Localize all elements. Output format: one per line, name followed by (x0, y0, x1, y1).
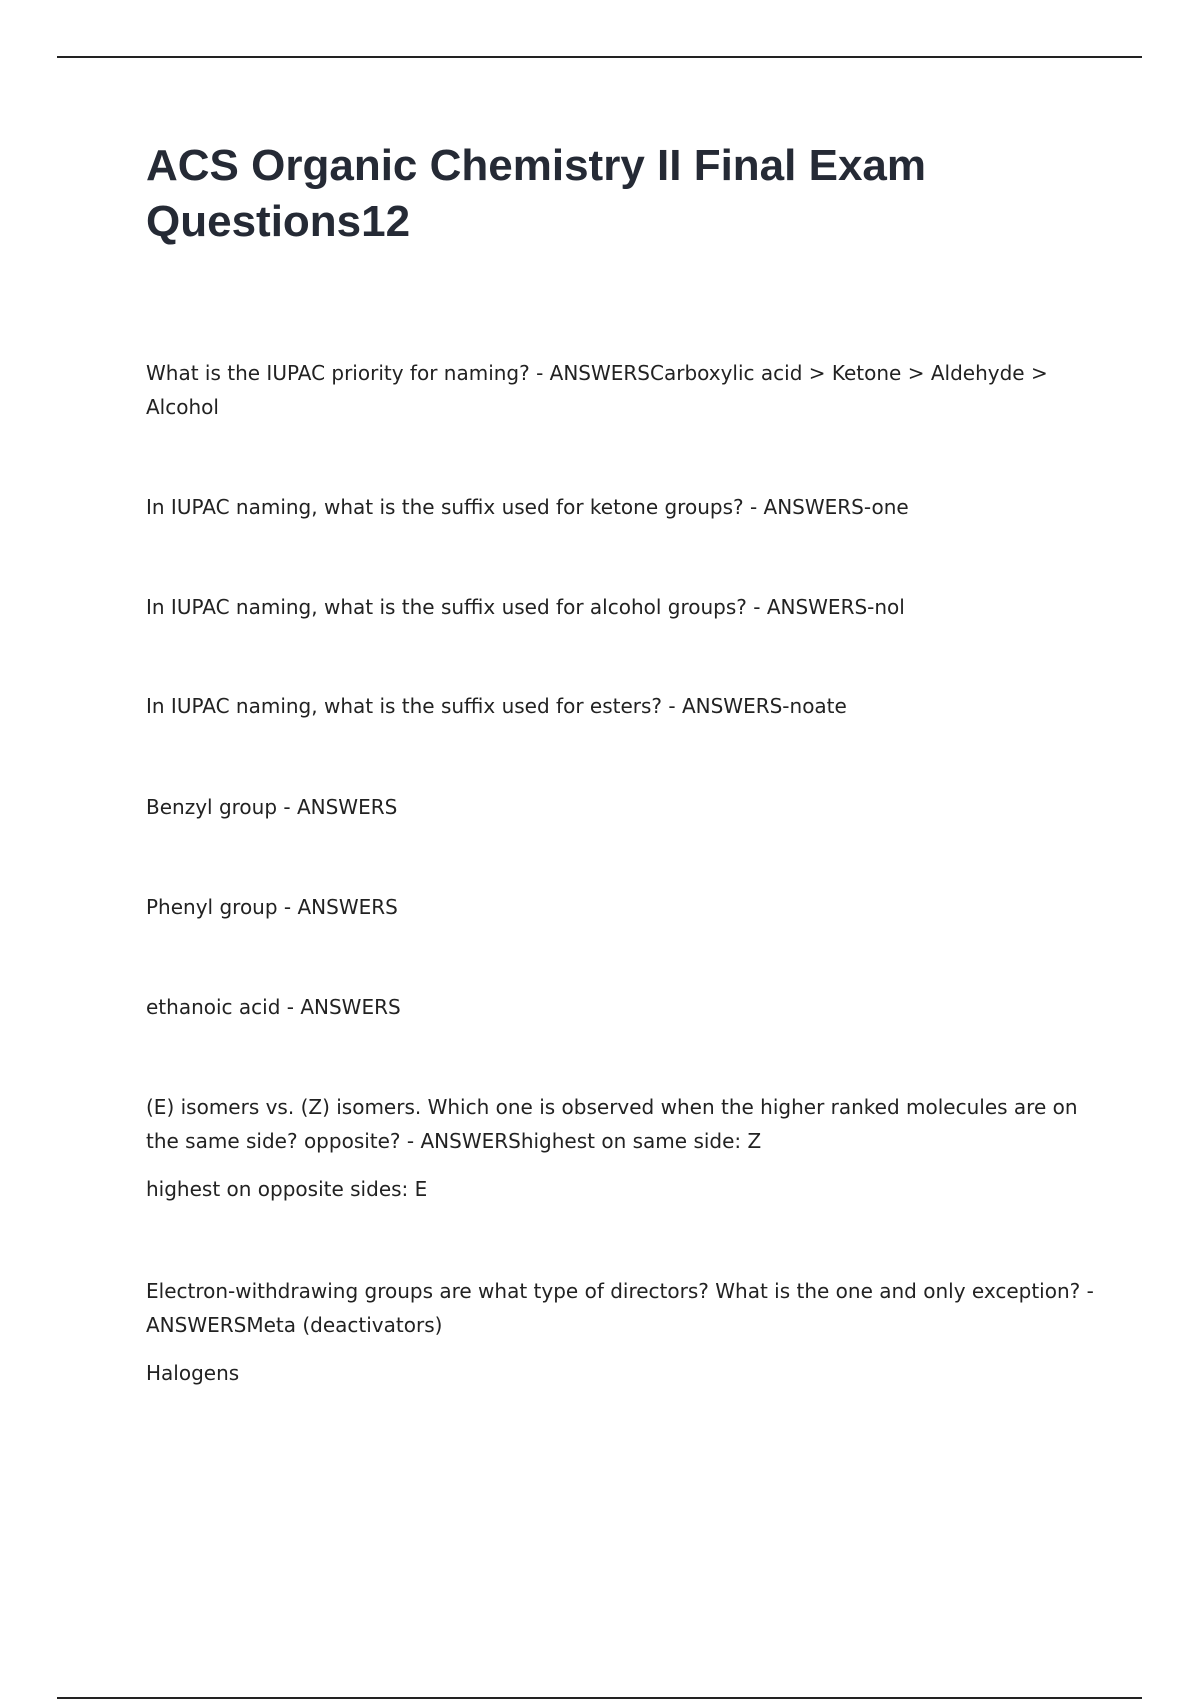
qa-item (146, 1090, 1096, 1206)
qa-item (146, 790, 1096, 824)
qa-text: In IUPAC naming, what is the suffix used for alcohol groups? - ANSWERS-nol (146, 595, 905, 619)
document-title: ACS Organic Chemistry II Final Exam Questions12 (146, 141, 927, 246)
qa-item (146, 890, 1096, 924)
top-rule (57, 56, 1142, 58)
bottom-rule (57, 1697, 1142, 1699)
qa-text-continuation: Halogens (146, 1361, 240, 1385)
qa-text: What is the IUPAC priority for naming? - ANSWERSCarboxylic acid > Ketone > Aldehyde > Alcohol (146, 361, 1048, 419)
qa-text: In IUPAC naming, what is the suffix used for ketone groups? - ANSWERS-one (146, 495, 909, 519)
qa-text: ethanoic acid - ANSWERS (146, 995, 401, 1019)
qa-text: (E) isomers vs. (Z) isomers. Which one is observed when the higher ranked molecules are on the same side? opposite? - ANSWERShighest on same side: Z (146, 1095, 1078, 1153)
qa-text: Phenyl group - ANSWERS (146, 895, 398, 919)
qa-item (146, 990, 1096, 1024)
qa-text: In IUPAC naming, what is the suffix used for esters? - ANSWERS-noate (146, 694, 847, 718)
qa-item (146, 490, 1096, 524)
document-page (146, 138, 1096, 250)
qa-item (146, 590, 1096, 624)
qa-item (146, 689, 1096, 723)
qa-text: Electron-withdrawing groups are what type of directors? What is the one and only exception? - ANSWERSMeta (deactivators) (146, 1279, 1094, 1337)
qa-text: Benzyl group - ANSWERS (146, 795, 398, 819)
qa-text-continuation: highest on opposite sides: E (146, 1177, 428, 1201)
qa-item (146, 1274, 1096, 1390)
qa-item (146, 356, 1096, 424)
